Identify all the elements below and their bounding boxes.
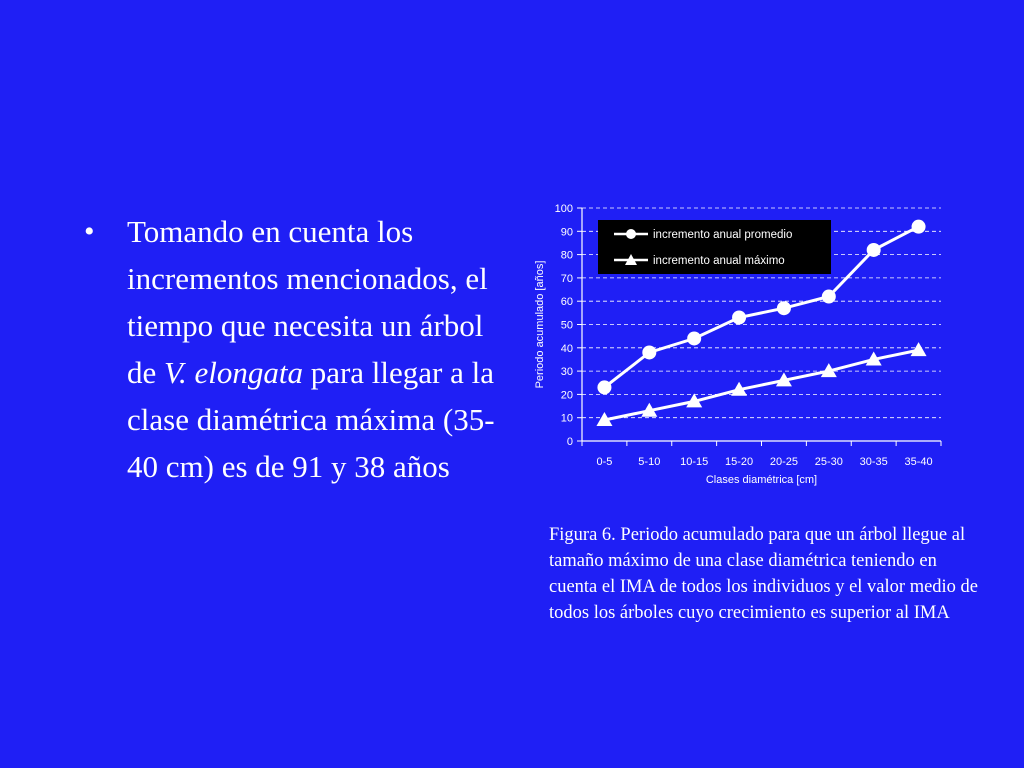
figure-caption: Figura 6. Periodo acumulado para que un árbol llegue al tamaño máximo de una clase diamétrica teniendo en cuenta el IMA de todos los individuos y el valor medio de todos los árboles cuyo crecimiento es superior al IMA: [549, 525, 979, 623]
bullet-text: [127, 208, 499, 490]
data-point-circle: [867, 243, 881, 257]
legend-label: incremento anual máximo: [653, 255, 785, 267]
data-point-circle: [687, 331, 701, 345]
bullet-dot: •: [84, 215, 95, 248]
x-tick-label: 5-10: [638, 456, 661, 468]
bullet-text-intro: Tomando en cuenta los incrementos mencionados, el tiempo que necesita un árbol de: [127, 214, 488, 390]
x-tick-label: 30-35: [859, 456, 888, 468]
y-tick-label: 20: [560, 389, 573, 402]
x-tick-label: 0-5: [596, 456, 613, 468]
x-axis-title: Clases diamétrica [cm]: [705, 474, 818, 486]
x-tick-label: 20-25: [769, 456, 799, 468]
y-tick-label: 50: [560, 319, 573, 332]
x-tick-label: 10-15: [680, 456, 709, 468]
data-point-triangle: [911, 342, 927, 356]
x-tick-label: 15-20: [724, 456, 754, 468]
y-axis-title: Periodo acumulado [años]: [534, 260, 546, 389]
y-tick-label: 40: [560, 342, 573, 355]
x-tick-label: 25-30: [814, 456, 843, 468]
y-tick-label: 30: [560, 366, 573, 379]
data-point-circle: [732, 311, 746, 325]
chart-container: [525, 195, 955, 495]
legend-marker-circle: [626, 229, 636, 239]
data-point-circle: [912, 220, 926, 234]
y-tick-label: 60: [560, 296, 573, 309]
y-tick-label: 0: [566, 436, 573, 448]
y-tick-label: 100: [554, 203, 573, 215]
bullet-text-rest: para llegar a la clase diamétrica máxima (35-40 cm) es de 91 y 38 años: [127, 355, 495, 484]
legend-label: incremento anual promedio: [653, 229, 793, 241]
data-point-circle: [777, 301, 791, 315]
y-tick-label: 90: [560, 226, 573, 239]
x-tick-label: 35-40: [904, 456, 933, 468]
species-name: V. elongata: [164, 355, 303, 390]
data-point-circle: [642, 345, 656, 359]
line-chart: [525, 195, 955, 495]
data-point-circle: [597, 380, 611, 394]
y-tick-label: 10: [560, 412, 573, 425]
y-tick-label: 70: [560, 272, 573, 285]
y-tick-label: 80: [560, 249, 573, 262]
data-point-circle: [822, 290, 836, 304]
